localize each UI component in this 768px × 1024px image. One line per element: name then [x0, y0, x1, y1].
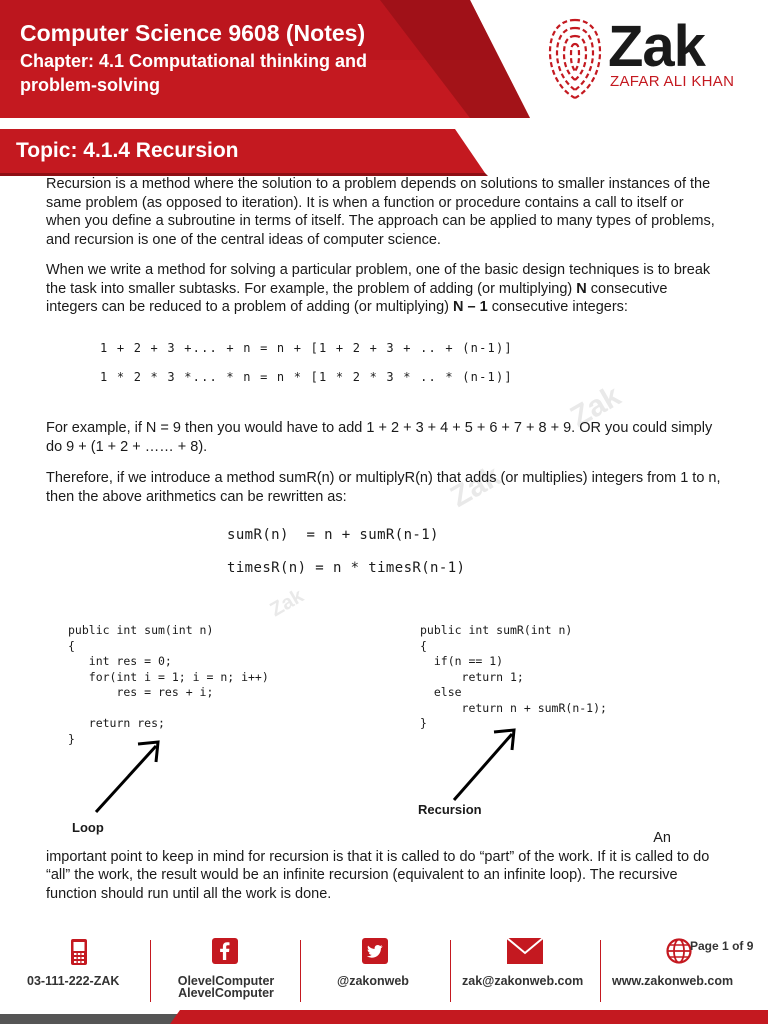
loop-code-block: public int sum(int n) { int res = 0; for(int i = 1; i = n; i++) res = res + i; return res; } — [68, 623, 269, 746]
footer-phone[interactable]: 03-111-222-ZAK — [27, 974, 120, 988]
page-number — [690, 939, 753, 953]
footer-divider — [450, 940, 451, 1002]
footer-website[interactable]: www.zakonweb.com — [612, 974, 734, 988]
bold-n: N — [576, 280, 587, 297]
fingerprint-logo-icon — [546, 12, 604, 104]
page-total: 9 — [746, 939, 754, 953]
loop-label: Loop — [72, 820, 104, 835]
product-equation: 1 * 2 * 3 *... * n = n * [1 * 2 * 3 * .. * (n-1)] — [100, 370, 513, 384]
facebook-icon — [212, 938, 238, 964]
page-of: of — [732, 939, 744, 953]
footer-twitter[interactable]: @zakonweb — [337, 974, 409, 988]
footer-email[interactable]: zak@zakonweb.com — [462, 974, 584, 988]
paragraph-text: consecutive integers can be reduced to a problem of adding (or multiplying) — [46, 280, 668, 315]
email-icon — [507, 938, 543, 964]
recursion-label: Recursion — [418, 802, 482, 817]
watermark-logo: Zak — [444, 459, 507, 514]
recursion-arrow-icon — [446, 724, 526, 806]
footer-divider — [300, 940, 301, 1002]
watermark-logo: Zak — [266, 584, 308, 622]
footer-facebook-1[interactable]: OlevelComputer — [177, 974, 275, 988]
paragraph-intro: Recursion is a method where the solution to a problem depends on solutions to smaller instances of the same problem (as opposed to iteration). It is when a function or procedure contains a call to itself or when you define a subroutine in terms of itself. The approach can be applied to many types of problems, and recursion is one of the central ideas of computer science. — [46, 176, 715, 248]
sumR-equation: sumR(n) = n + sumR(n-1) — [227, 527, 439, 543]
footer-facebook-2[interactable]: AlevelComputer — [178, 986, 274, 1000]
phone-icon — [70, 938, 88, 966]
footer-divider — [150, 940, 151, 1002]
sum-equation: 1 + 2 + 3 +... + n = n + [1 + 2 + 3 + .. + (n-1)] — [100, 341, 513, 355]
paragraph-example: For example, if N = 9 then you would have to add 1 + 2 + 3 + 4 + 5 + 6 + 7 + 8 + 9. OR you could simply do 9 + (1 + 2 + …… + 8). — [46, 420, 713, 455]
paragraph-method: Therefore, if we introduce a method sumR(n) or multiplyR(n) that adds (or multiplies) integers from 1 to n, then the above arithmetics can be rewritten as: — [46, 470, 721, 505]
paragraph-important — [46, 829, 722, 903]
document-title: Computer Science 9608 (Notes) — [20, 20, 366, 46]
twitter-icon — [362, 938, 388, 964]
page-label: Page — [690, 939, 719, 953]
page-current: 1 — [722, 939, 729, 953]
bold-n-minus-1: N – 1 — [453, 299, 488, 315]
globe-icon — [666, 938, 692, 964]
paragraph-text: When we write a method for solving a particular problem, one of the basic design techniques is to break the task into smaller subtasks. For example, the problem of adding (or multiplying) — [46, 262, 711, 297]
paragraph-lead-word: An — [653, 830, 671, 846]
recursion-code-block: public int sumR(int n) { if(n == 1) return 1; else return n + sumR(n-1); } — [420, 623, 607, 730]
footer-divider — [600, 940, 601, 1002]
chapter-title: Chapter: 4.1 Computational thinking and problem-solving — [20, 51, 368, 95]
logo-subtitle: ZAFAR ALI KHAN — [610, 73, 735, 90]
timesR-equation: timesR(n) = n * timesR(n-1) — [227, 560, 466, 576]
topic-heading: Topic: 4.1.4 Recursion — [16, 139, 239, 162]
page-header — [0, 0, 768, 118]
loop-arrow-icon — [88, 736, 168, 818]
zak-logo — [546, 12, 756, 104]
watermark-logo: Zak — [564, 379, 627, 434]
paragraph-text: consecutive integers: — [487, 299, 628, 315]
footer-bar — [0, 1010, 768, 1024]
paragraph-subtasks — [46, 261, 722, 317]
paragraph-text: important point to keep in mind for recursion is that it is called to do “part” of the work. If it is called to do “all” the work, the result would be an infinite recursion (equivalent to an infinite loop). The recursive function should run until all the work is done. — [46, 848, 710, 902]
logo-wordmark: Zak — [608, 14, 705, 79]
